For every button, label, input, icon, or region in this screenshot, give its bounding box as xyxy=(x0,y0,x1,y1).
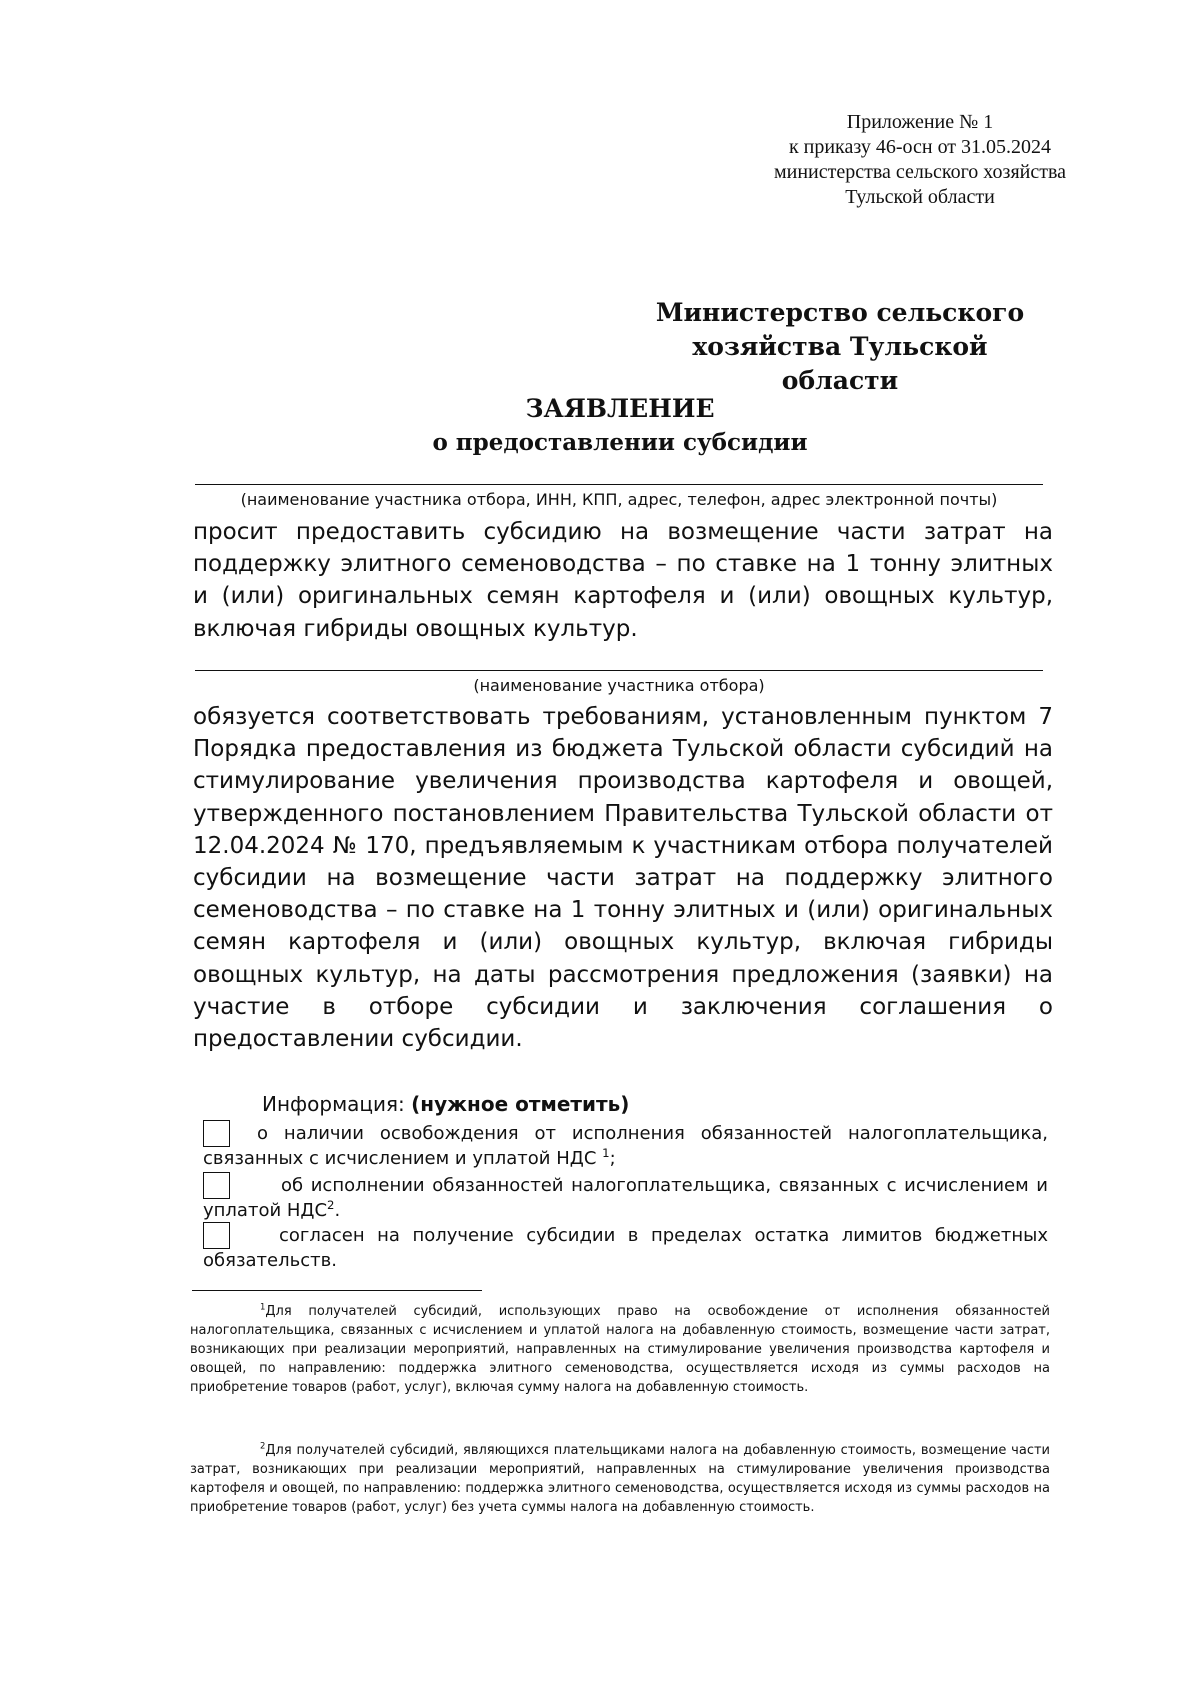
footnote-2-text: Для получателей субсидий, являющихся плательщиками налога на добавленную стоимость, возмещение части затрат, возникающих при реализации мероприятий, направленных на стимулирование увеличения производства картофеля и овощей, по направлению: поддержка элитного семеноводства, осуществляется исходя из суммы расходов на приобретение товаров (работ, услуг) без учета суммы налога на добавленную стоимость. xyxy=(190,1443,1050,1515)
footnote-1-mark: 1 xyxy=(260,1301,266,1312)
footnote-2 xyxy=(190,1441,1050,1517)
info-label: Информация: xyxy=(262,1092,412,1116)
addressee-line-2: хозяйства Тульской области xyxy=(692,332,988,395)
request-paragraph: просит предоставить субсидию на возмещение части затрат на поддержку элитного семеноводства – по ставке на 1 тонну элитных и (или) оригинальных семян картофеля и (или) овощных культур, включая гибриды овощных культур. xyxy=(193,519,1053,642)
footnote-separator xyxy=(192,1290,482,1291)
applicant-caption: (наименование участника отбора, ИНН, КПП, адрес, телефон, адрес электронной почты) xyxy=(240,490,998,509)
title-sub: о предоставлении субсидии xyxy=(432,429,808,456)
participant-caption: (наименование участника отбора) xyxy=(473,676,765,695)
option-vat-payer xyxy=(203,1173,1048,1223)
option-3-text: согласен на получение субсидии в пределах остатка лимитов бюджетных обязательств. xyxy=(203,1225,1048,1271)
obligation-paragraph: обязуется соответствовать требованиям, установленным пунктом 7 Порядка предоставления из бюджета Тульской области субсидий на стимулирование увеличения производства картофеля и овощей, утвержденного постановлением Правительства Тульской области от 12.04.2024 № 170, предъявляемым к участникам отбора получателей субсидии на возмещение части затрат на поддержку элитного семеноводства – по ставке на 1 тонну элитных и (или) оригинальных семян картофеля и (или) овощных культур, включая гибриды овощных культур, на даты рассмотрения предложения (заявки) на участие в отборе субсидии и заключения соглашения о предоставлении субсидии. xyxy=(193,704,1053,1053)
option-2-text: об исполнении обязанностей налогоплательщика, связанных с исчислением и уплатой НДС xyxy=(203,1175,1048,1221)
option-2-punct: . xyxy=(334,1200,341,1221)
option-1-text: о наличии освобождения от исполнения обязанностей налогоплательщика, связанных с исчислением и уплатой НДС xyxy=(203,1123,1048,1169)
option-1-footnote-ref: 1 xyxy=(602,1146,610,1160)
addressee-line-1: Министерство сельского xyxy=(655,298,1025,327)
appendix-block xyxy=(740,110,1100,210)
participant-fill-line[interactable] xyxy=(195,670,1043,671)
option-1-punct: ; xyxy=(609,1148,616,1169)
addressee-block xyxy=(640,296,1040,398)
info-heading xyxy=(262,1091,629,1117)
footnote-1 xyxy=(190,1302,1050,1397)
option-budget-limits xyxy=(203,1223,1048,1273)
applicant-fill-line[interactable] xyxy=(195,484,1043,485)
appendix-line-2: к приказу 46-осн от 31.05.2024 xyxy=(788,136,1052,158)
footnote-1-text: Для получателей субсидий, использующих право на освобождение от исполнения обязанностей налогоплательщика, связанных с исчислением и уплатой налога на добавленную стоимость, возмещение части затрат, возникающих при реализации мероприятий, направленных на стимулирование увеличения производства картофеля и овощей, по направлению: поддержка элитного семеноводства, осуществляется исходя из суммы расходов на приобретение товаров (работ, услуг), включая сумму налога на добавленную стоимость. xyxy=(190,1304,1050,1395)
footnote-2-mark: 2 xyxy=(260,1440,266,1451)
appendix-line-3: министерства сельского хозяйства xyxy=(773,161,1067,183)
option-2-footnote-ref: 2 xyxy=(327,1198,335,1212)
appendix-line-4: Тульской области xyxy=(845,186,995,208)
option-vat-exemption xyxy=(203,1121,1048,1171)
document-title xyxy=(380,392,860,460)
appendix-line-1: Приложение № 1 xyxy=(846,111,994,133)
info-emphasis: (нужное отметить) xyxy=(411,1092,630,1116)
title-main: ЗАЯВЛЕНИЕ xyxy=(525,394,715,423)
